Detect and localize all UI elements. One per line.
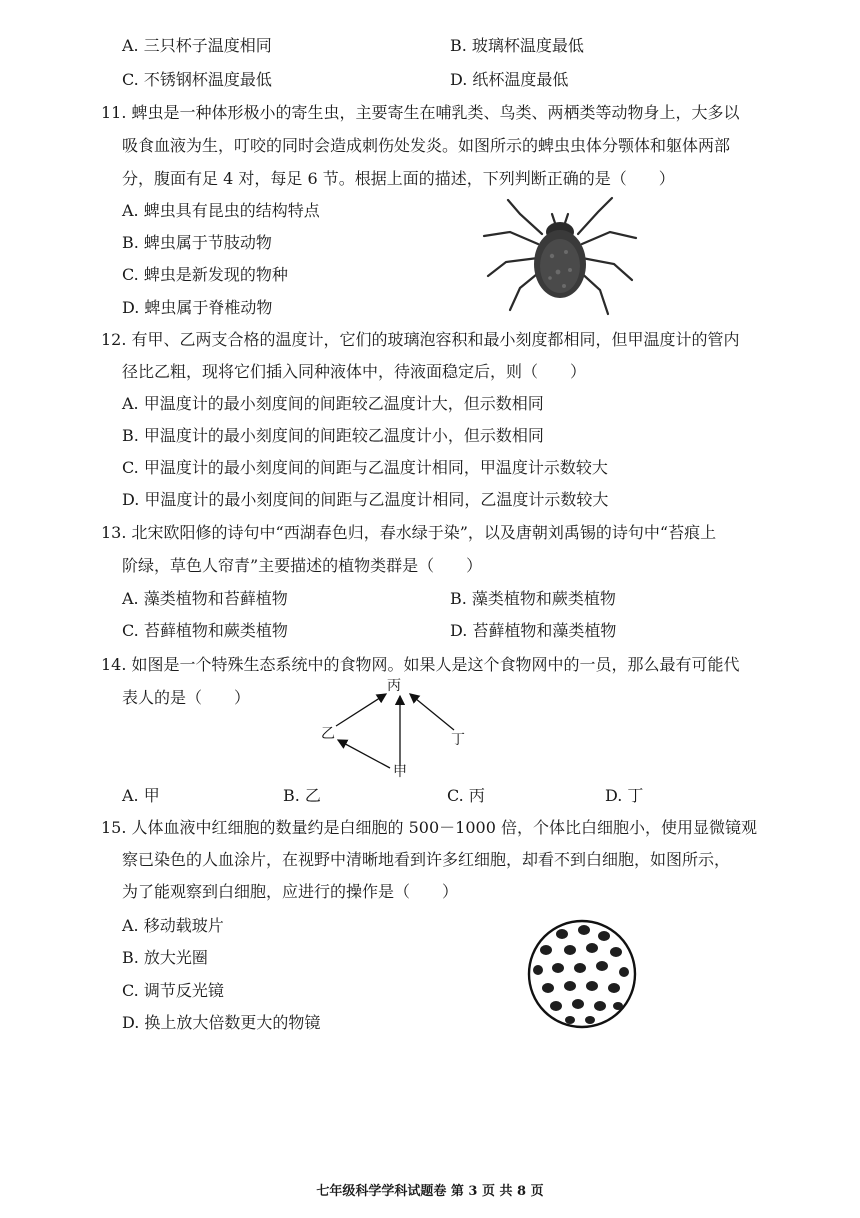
q13-option-b: B. 藻类植物和蕨类植物 [450,589,616,608]
q12-option-b: B. 甲温度计的最小刻度间的间距较乙温度计小，但示数相同 [122,426,544,445]
q10-option-a: A. 三只杯子温度相同 [122,36,272,55]
q11-stem-line1: 11. 蜱虫是一种体形极小的寄生虫，主要寄生在哺乳类、鸟类、两栖类等动物身上，大多以 [101,103,740,122]
q12-option-c: C. 甲温度计的最小刻度间的间距与乙温度计相同，甲温度计示数较大 [122,458,608,477]
q13-option-c: C. 苔藓植物和蕨类植物 [122,621,288,640]
q11-stem-line3: 分，腹面有足 4 对，每足 6 节。根据上面的描述，下列判断正确的是（ ） [122,169,675,188]
q15-stem-line1: 15. 人体血液中红细胞的数量约是白细胞的 500－1000 倍，个体比白细胞小，使用显微镜观 [101,818,757,837]
q12-stem-line1: 12. 有甲、乙两支合格的温度计，它们的玻璃泡容积和最小刻度都相同，但甲温度计的管内 [101,330,740,349]
food-web-arrow-bottom-left [338,740,390,768]
q14-stem-line2: 表人的是（ ） [122,688,251,707]
tick-illustration [480,192,640,324]
q14-option-d: D. 丁 [605,786,644,805]
q15-stem-line2: 察已染色的人血涂片，在视野中清晰地看到许多红细胞，却看不到白细胞，如图所示， [122,850,731,869]
q15-option-a: A. 移动载玻片 [122,916,224,935]
q11-option-a: A. 蜱虫具有昆虫的结构特点 [122,201,320,220]
food-web-diagram [310,676,480,784]
q10-option-c: C. 不锈钢杯温度最低 [122,70,272,89]
q13-stem-line1: 13. 北宋欧阳修的诗句中“西湖春色归，春水绿于染”，以及唐朝刘禹锡的诗句中“苔痕上 [101,523,717,542]
q13-option-a: A. 藻类植物和苔藓植物 [122,589,288,608]
food-web-node-bottom: 甲 [393,764,407,780]
q14-option-b: B. 乙 [283,786,321,805]
q10-option-b: B. 玻璃杯温度最低 [450,36,584,55]
food-web-node-right: 丁 [451,732,465,748]
food-web-arrow-left-top [336,694,386,726]
q12-stem-line2: 径比乙粗，现将它们插入同种液体中，待液面稳定后，则（ ） [122,362,587,381]
q11-stem-line2: 吸食血液为生，叮咬的同时会造成刺伤处发炎。如图所示的蜱虫虫体分颚体和躯体两部 [122,136,731,155]
q11-option-b: B. 蜱虫属于节肢动物 [122,233,272,252]
q15-option-d: D. 换上放大倍数更大的物镜 [122,1013,321,1032]
q11-option-d: D. 蜱虫属于脊椎动物 [122,298,273,317]
q11-option-c: C. 蜱虫是新发现的物种 [122,265,288,284]
q13-stem-line2: 阶绿，草色人帘青”主要描述的植物类群是（ ） [122,556,483,575]
food-web-node-top: 丙 [387,678,401,694]
q14-option-a: A. 甲 [122,786,160,805]
food-web-arrow-right-top [410,694,454,730]
q15-option-b: B. 放大光圈 [122,948,208,967]
q12-option-a: A. 甲温度计的最小刻度间的间距较乙温度计大，但示数相同 [122,394,544,413]
q15-stem-line3: 为了能观察到白细胞，应进行的操作是（ ） [122,882,459,901]
microscope-field-illustration [526,918,638,1030]
q14-stem-line1: 14. 如图是一个特殊生态系统中的食物网。如果人是这个食物网中的一员，那么最有可能代 [101,655,740,674]
page-footer: 七年级科学学科试题卷 第 3 页 共 8 页 [316,1184,544,1199]
q10-option-d: D. 纸杯温度最低 [450,70,569,89]
q13-option-d: D. 苔藓植物和藻类植物 [450,621,617,640]
q12-option-d: D. 甲温度计的最小刻度间的间距与乙温度计相同，乙温度计示数较大 [122,490,609,509]
food-web-node-left: 乙 [321,726,335,742]
q14-option-c: C. 丙 [447,786,485,805]
q15-option-c: C. 调节反光镜 [122,981,224,1000]
